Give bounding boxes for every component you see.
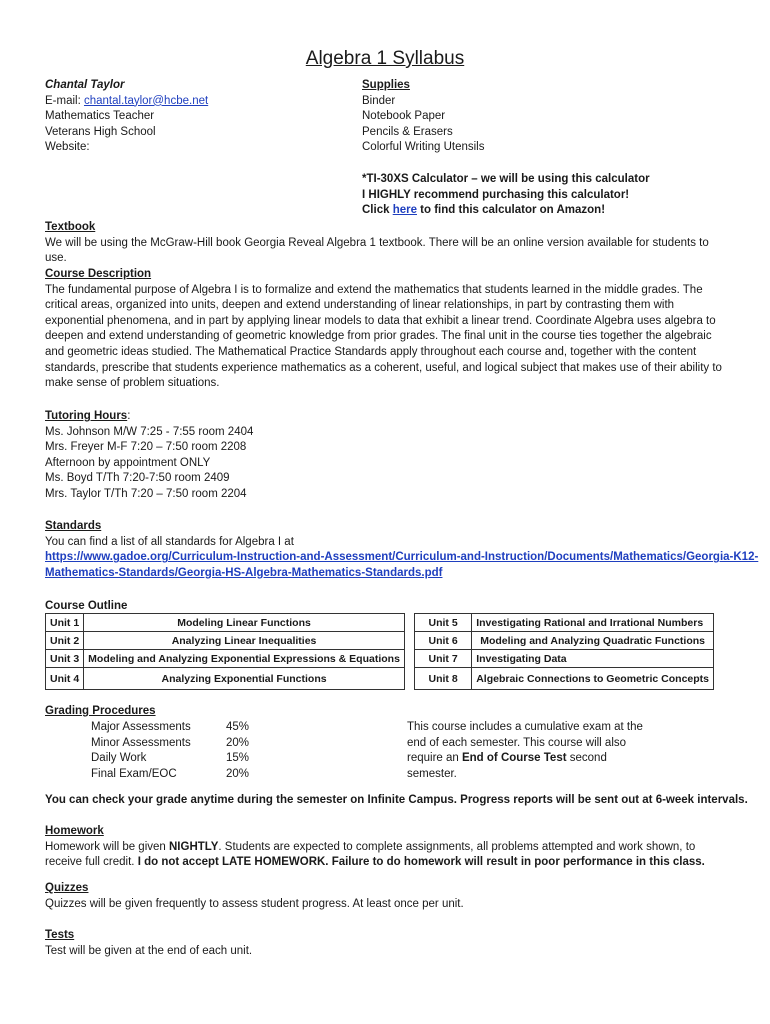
textbook-line: We will be using the McGraw-Hill book Georgia Reveal Algebra 1 textbook. There will be an online version available for students to: [45, 236, 709, 249]
homework-text: . Students are expected to complete assignments, all problems attempted and work shown, to: [218, 840, 696, 853]
topic-cell: Modeling and Analyzing Exponential Expressions & Equations: [84, 650, 405, 668]
grading-percent: 20%: [226, 767, 250, 780]
unit-cell: Unit 6: [415, 632, 472, 650]
tests-text: Test will be given at the end of each unit.: [45, 944, 253, 957]
email-link[interactable]: chantal.taylor@hcbe.net: [83, 94, 209, 107]
description-line: The fundamental purpose of Algebra I is to formalize and extend the mathematics that students learned in the middle grades. The: [45, 283, 703, 296]
tutoring-line: Ms. Johnson M/W 7:25 - 7:55 room 2404: [45, 425, 254, 438]
note-text: require an: [407, 752, 462, 765]
homework-text: receive full credit.: [45, 856, 138, 869]
standards-intro: You can find a list of all standards for Algebra I at: [45, 535, 294, 548]
standards-url-line-2[interactable]: Mathematics-Standards/Georgia-HS-Algebra-Mathematics-Standards.pdf: [45, 566, 443, 579]
course-outline-table-left: [45, 613, 405, 690]
note-line: semester.: [407, 767, 457, 780]
description-line: deepen and extend understanding of geometric knowledge from prior grades. The final unit in the course ties together the algebraic: [45, 330, 712, 343]
note-line: end of each semester. This course will also: [407, 736, 627, 749]
tutoring-line: Mrs. Freyer M-F 7:20 – 7:50 room 2208: [45, 441, 247, 454]
supply-item: Notebook Paper: [362, 110, 446, 123]
grading-row: [91, 767, 261, 783]
calculator-line-2: I HIGHLY recommend purchasing this calculator!: [362, 188, 630, 201]
textbook-line: use.: [45, 252, 67, 265]
supply-item: Binder: [362, 94, 396, 107]
table-row: [415, 614, 714, 632]
description-line: and geometric ideas studied. The Mathematical Practice Standards apply throughout each course and, together with the content: [45, 345, 697, 358]
standards-heading: Standards: [45, 520, 102, 532]
grading-heading: Grading Procedures: [45, 705, 156, 717]
grading-label: Minor Assessments: [91, 736, 191, 749]
calc-rest-text: to find this calculator on Amazon!: [416, 204, 606, 217]
topic-cell: Modeling and Analyzing Quadratic Functions: [472, 632, 714, 650]
textbook-heading: Textbook: [45, 221, 96, 233]
grading-weights: [91, 720, 261, 782]
calculator-note: [362, 172, 650, 219]
tutoring-section: [45, 409, 253, 503]
supplies-section: [362, 78, 485, 156]
course-description-heading: Course Description: [45, 268, 152, 280]
unit-cell: Unit 4: [46, 668, 84, 690]
teacher-website-label: Website:: [45, 141, 90, 154]
grading-label: Daily Work: [91, 752, 147, 765]
table-row: [415, 668, 714, 690]
table-row: [46, 614, 405, 632]
standards-url-line-1[interactable]: https://www.gadoe.org/Curriculum-Instruction-and-Assessment/Curriculum-and-Instruction/Documents/Mathematics/Georgia-K12-: [45, 551, 759, 564]
textbook-section: [45, 220, 735, 267]
unit-cell: Unit 5: [415, 614, 472, 632]
teacher-email-row: [45, 94, 208, 110]
course-description-section: [45, 267, 735, 392]
supplies-heading: Supplies: [362, 79, 410, 91]
grading-row: [91, 736, 261, 752]
topic-cell: Analyzing Exponential Functions: [84, 668, 405, 690]
tutoring-heading-row: [45, 409, 253, 425]
quizzes-heading: Quizzes: [45, 882, 89, 894]
homework-line: [45, 855, 705, 871]
calculator-amazon-link[interactable]: here: [392, 204, 417, 217]
teacher-name: Chantal Taylor: [45, 79, 125, 91]
course-outline-heading: Course Outline: [45, 600, 128, 612]
tutoring-line: Mrs. Taylor T/Th 7:20 – 7:50 room 2204: [45, 487, 247, 500]
calculator-line-3: [362, 203, 650, 219]
calc-click-text: Click: [362, 204, 393, 217]
tutoring-heading: Tutoring Hours: [45, 410, 128, 422]
topic-cell: Algebraic Connections to Geometric Concepts: [472, 668, 714, 690]
unit-cell: Unit 8: [415, 668, 472, 690]
email-label: E-mail:: [45, 94, 84, 107]
unit-cell: Unit 3: [46, 650, 84, 668]
unit-cell: Unit 7: [415, 650, 472, 668]
note-text: second: [566, 752, 607, 765]
homework-text: Homework will be given: [45, 840, 169, 853]
supply-item: Pencils & Erasers: [362, 125, 453, 138]
table-row: [415, 650, 714, 668]
table-row: [46, 632, 405, 650]
topic-cell: Modeling Linear Functions: [84, 614, 405, 632]
teacher-info: [45, 78, 208, 156]
homework-line: [45, 840, 705, 856]
unit-cell: Unit 1: [46, 614, 84, 632]
grading-row: [91, 751, 261, 767]
page-title: Algebra 1 Syllabus: [305, 48, 465, 69]
standards-section: [45, 519, 758, 581]
nightly-text: NIGHTLY: [169, 840, 219, 853]
tutoring-line: Ms. Boyd T/Th 7:20-7:50 room 2409: [45, 472, 230, 485]
tutoring-colon: :: [127, 410, 131, 422]
teacher-role: Mathematics Teacher: [45, 110, 155, 123]
late-homework-text: I do not accept LATE HOMEWORK. Failure to do homework will result in poor performance in this class.: [137, 856, 705, 869]
tests-section: [45, 928, 252, 959]
grading-row: [91, 720, 261, 736]
topic-cell: Analyzing Linear Inequalities: [84, 632, 405, 650]
description-line: critical areas, organized into units, deepen and extend understanding of linear relationships, in part by contrasting them with: [45, 299, 675, 312]
note-line: [407, 751, 643, 767]
tests-heading: Tests: [45, 929, 75, 941]
note-line: This course includes a cumulative exam at the: [407, 721, 643, 733]
grading-percent: 45%: [226, 721, 250, 733]
quizzes-text: Quizzes will be given frequently to assess student progress. At least once per unit.: [45, 897, 464, 910]
table-row: [46, 650, 405, 668]
description-line: standards, prescribe that students experience mathematics as a coherent, useful, and logical subject that makes use of their ability to: [45, 361, 722, 374]
supply-item: Colorful Writing Utensils: [362, 141, 485, 154]
table-row: [46, 668, 405, 690]
grading-label: Final Exam/EOC: [91, 767, 177, 780]
description-line: make sense of problem situations.: [45, 377, 220, 390]
unit-cell: Unit 2: [46, 632, 84, 650]
topic-cell: Investigating Data: [472, 650, 714, 668]
tutoring-line: Afternoon by appointment ONLY: [45, 456, 211, 469]
grading-label: Major Assessments: [91, 721, 191, 733]
eoc-test-text: End of Course Test: [461, 752, 567, 765]
quizzes-section: [45, 881, 464, 912]
grading-percent: 20%: [226, 736, 250, 749]
check-grade-note: You can check your grade anytime during the semester on Infinite Campus. Progress reports will be sent out at 6-week intervals.: [45, 794, 748, 806]
homework-heading: Homework: [45, 825, 104, 837]
cumulative-exam-note: [407, 720, 643, 782]
teacher-school: Veterans High School: [45, 125, 156, 138]
grading-percent: 15%: [226, 752, 250, 765]
homework-section: [45, 824, 705, 871]
description-line: exponential phenomena, and in part by applying linear models to data that exhibit a linear trend. Coordinate Algebra uses algebra to: [45, 314, 716, 327]
calculator-line-1: *TI-30XS Calculator – we will be using this calculator: [362, 173, 650, 185]
topic-cell: Investigating Rational and Irrational Numbers: [472, 614, 714, 632]
table-row: [415, 632, 714, 650]
course-outline-table-right: [414, 613, 714, 690]
